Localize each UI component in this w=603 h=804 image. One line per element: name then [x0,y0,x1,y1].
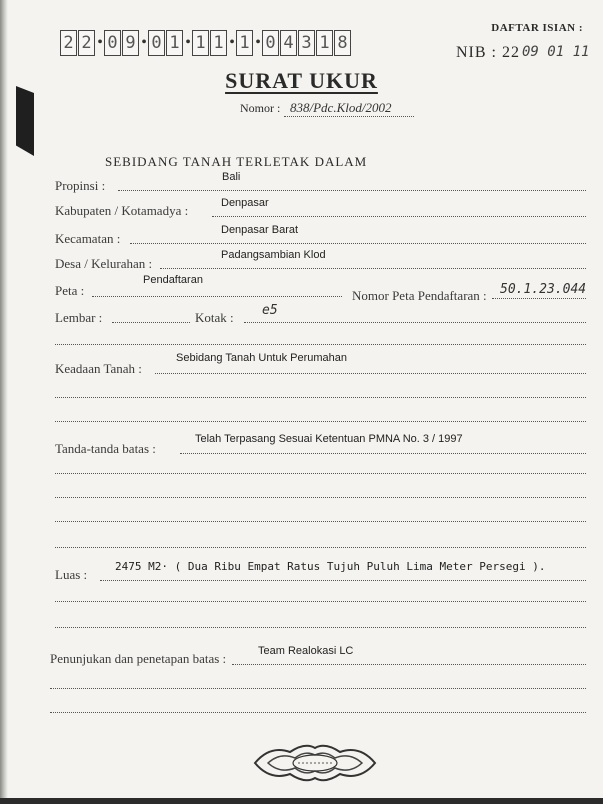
kotak-line [244,322,586,323]
section-heading: SEBIDANG TANAH TERLETAK DALAM [105,154,368,169]
nib-value: 09 01 11 [522,44,590,60]
kecamatan-label: Kecamatan : [55,231,121,246]
propinsi-line [118,190,586,191]
peta-line [92,296,342,297]
lembar-line [112,322,190,323]
keadaan-label: Keadaan Tanah : [55,361,142,376]
blank-line [55,521,586,522]
id-digit: 2 [78,30,95,56]
id-separator: • [229,34,235,51]
keadaan-line [155,373,586,374]
blank-line [55,497,586,498]
propinsi-value: Bali [222,171,241,183]
nomor-line [284,116,414,117]
penunjukan-label: Penunjukan dan penetapan batas : [50,651,227,666]
desa-label: Desa / Kelurahan : [55,256,153,271]
emblem-ornament-icon [250,740,380,786]
daftar-isian-label: DAFTAR ISIAN : [491,22,583,34]
id-separator: • [185,34,191,51]
peta-label: Peta : [55,283,85,298]
id-digit: 0 [104,30,121,56]
peta-value: Pendaftaran [143,274,203,286]
id-digit: 1 [166,30,183,56]
id-digit: 0 [148,30,165,56]
kecamatan-value: Denpasar Barat [221,224,299,236]
blank-line [55,547,586,548]
kabupaten-value: Denpasar [221,197,269,209]
id-digit: 1 [210,30,227,56]
id-number-boxes [60,30,352,56]
luas-value: 2475 M2· ( Dua Ribu Empat Ratus Tujuh Puluh Lima Meter Persegi ). [115,560,546,573]
binder-clip [16,86,34,156]
lembar-label: Lembar : [55,310,103,325]
tanda-line [180,453,586,454]
blank-line [55,473,586,474]
scan-bottom-edge [0,798,603,804]
tanda-label: Tanda-tanda batas : [55,441,156,456]
nib-label: NIB : 22 [456,44,520,61]
blank-line [55,421,586,422]
blank-line [55,601,586,602]
keadaan-value: Sebidang Tanah Untuk Perumahan [176,352,348,364]
tanda-value: Telah Terpasang Sesuai Ketentuan PMNA No. 3 / 1997 [195,433,463,445]
page-title: SURAT UKUR [225,68,378,93]
nomor-peta-line [492,298,586,299]
kabupaten-label: Kabupaten / Kotamadya : [55,203,189,218]
id-digit: 1 [236,30,253,56]
id-separator: • [141,34,147,51]
id-digit: 2 [60,30,77,56]
desa-line [160,268,586,269]
nomor-value: 838/Pdc.Klod/2002 [290,100,392,115]
id-separator: • [97,34,103,51]
id-digit: 1 [192,30,209,56]
kecamatan-line [130,243,586,244]
id-digit: 3 [298,30,315,56]
desa-value: Padangsambian Klod [221,249,326,261]
blank-line [50,712,586,713]
penunjukan-value: Team Realokasi LC [258,645,354,657]
kabupaten-line [212,216,586,217]
blank-line [55,627,586,628]
kotak-label: Kotak : [195,310,234,325]
id-separator: • [255,34,261,51]
propinsi-label: Propinsi : [55,178,106,193]
id-digit: 0 [262,30,279,56]
id-digit: 9 [122,30,139,56]
id-digit: 8 [334,30,351,56]
nomor-peta-label: Nomor Peta Pendaftaran : [352,288,487,303]
luas-line [100,580,586,581]
luas-label: Luas : [55,567,88,582]
nomor-peta-value: 50.1.23.044 [500,282,587,297]
blank-line [50,688,586,689]
blank-line [55,397,586,398]
nomor-label: Nomor : [240,101,281,115]
blank-line [55,344,586,345]
kotak-value: e5 [262,303,278,318]
id-digit: 4 [280,30,297,56]
id-digit: 1 [316,30,333,56]
scan-edge [0,0,8,804]
penunjukan-line [232,664,586,665]
